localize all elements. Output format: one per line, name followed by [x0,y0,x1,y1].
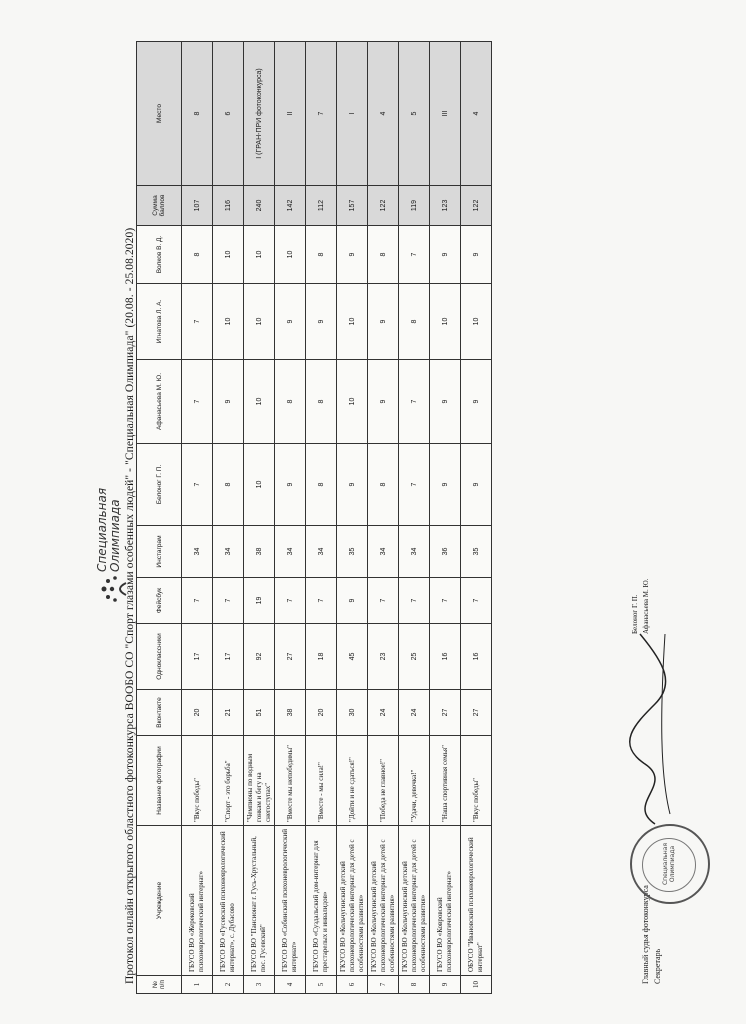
cell-vk: 27 [430,690,461,736]
cell-j2: 7 [399,360,430,444]
cell-j1: 7 [182,444,213,526]
cell-sum: 119 [399,186,430,226]
cell-ig: 38 [244,526,275,578]
cell-ig: 34 [306,526,337,578]
cell-idx: 8 [399,976,430,994]
signature-image [615,614,685,834]
cell-ig: 34 [399,526,430,578]
brand-line-1: Специальная [95,487,109,572]
official-stamp [630,824,710,904]
table-row [182,42,213,994]
cell-sum: 122 [461,186,492,226]
cell-idx: 1 [182,976,213,994]
cell-sum: 240 [244,186,275,226]
cell-j2: 9 [461,360,492,444]
cell-ok: 16 [430,624,461,690]
cell-place: 6 [213,42,244,186]
cell-place: II [275,42,306,186]
col-fb: Фейсбук [137,578,182,624]
cell-j1: 7 [399,444,430,526]
cell-sum: 123 [430,186,461,226]
cell-photo: "Чемпионы по водным гонкам и бегу на снегоступах" [244,736,275,826]
cell-place: I [337,42,368,186]
cell-place: 5 [399,42,430,186]
col-photo: Название фотографии [137,736,182,826]
cell-ok: 25 [399,624,430,690]
cell-j3: 10 [213,284,244,360]
col-place: Место [137,42,182,186]
cell-j2: 9 [368,360,399,444]
results-table [136,41,492,994]
cell-ok: 23 [368,624,399,690]
table-row [337,42,368,994]
table-row [275,42,306,994]
cell-j1: 9 [430,444,461,526]
cell-j3: 8 [399,284,430,360]
cell-sum: 116 [213,186,244,226]
cell-idx: 10 [461,976,492,994]
cell-sum: 112 [306,186,337,226]
cell-j1: 8 [368,444,399,526]
cell-org: ОБУСО "Ивановский психоневрологический интернат" [461,826,492,976]
cell-idx: 5 [306,976,337,994]
cell-j1: 9 [275,444,306,526]
col-idx: № п/п [137,976,182,994]
cell-place: 4 [461,42,492,186]
cell-place: 4 [368,42,399,186]
col-judge1: Белоног Г. П. [137,444,182,526]
cell-photo: "Вкус победы" [182,736,213,826]
cell-photo: "Вместе мы непобедимы" [275,736,306,826]
cell-photo: "Вместе - мы сила!" [306,736,337,826]
cell-fb: 9 [337,578,368,624]
col-vk: Вконтакте [137,690,182,736]
cell-ig: 34 [368,526,399,578]
cell-vk: 38 [275,690,306,736]
cell-org: ГБУСО ВО «Гусевский психоневрологический интернат», с. Дубасово [213,826,244,976]
cell-photo: "Вкус победы" [461,736,492,826]
cell-fb: 19 [244,578,275,624]
cell-idx: 7 [368,976,399,994]
cell-j1: 8 [213,444,244,526]
cell-vk: 20 [182,690,213,736]
cell-j4: 9 [430,226,461,284]
cell-photo: "Дойти и не сдаться!" [337,736,368,826]
cell-j4: 10 [213,226,244,284]
cell-fb: 7 [306,578,337,624]
cell-sum: 107 [182,186,213,226]
cell-j2: 10 [244,360,275,444]
cell-org: ГКУСО ВО «Кольчугинский детский психоневрологический интернат для детей с особенностями развития» [337,826,368,976]
cell-j3: 10 [461,284,492,360]
cell-sum: 122 [368,186,399,226]
cell-photo: "Наша спортивная семья" [430,736,461,826]
document-title: Протокол онлайн открытого областного фотоконкурса ВООБО СО "Спорт глазами особенных людей" - "Специальная Олимпиада" (20.08. - 25.08.2020) [124,227,136,984]
cell-j4: 10 [244,226,275,284]
table-row [213,42,244,994]
cell-org: ГБУСО ВО "Пансионат г. Гусь-Хрустальный, пос. Гусевский" [244,826,275,976]
cell-vk: 51 [244,690,275,736]
brand-line-2: Олимпиада [108,499,122,572]
table-row [461,42,492,994]
col-org: Учреждение [137,826,182,976]
cell-place: I (ГРАН-ПРИ фотоконкурса) [244,42,275,186]
cell-j2: 9 [430,360,461,444]
cell-vk: 30 [337,690,368,736]
cell-org: ГБУСО ВО «Суздальский дом-интернат для престарелых и инвалидов» [306,826,337,976]
cell-j1: 10 [244,444,275,526]
table-row [306,42,337,994]
cell-j3: 10 [244,284,275,360]
cell-ok: 18 [306,624,337,690]
cell-j4: 8 [368,226,399,284]
cell-org: ГКУСО ВО «Кольчугинский детский психоневрологический интернат для детей с особенностями развития» [368,826,399,976]
cell-j2: 10 [337,360,368,444]
cell-fb: 7 [275,578,306,624]
table-header-row [137,42,182,994]
cell-j2: 8 [275,360,306,444]
cell-fb: 7 [182,578,213,624]
cell-fb: 7 [430,578,461,624]
cell-j1: 9 [337,444,368,526]
cell-j3: 7 [182,284,213,360]
cell-j2: 8 [306,360,337,444]
cell-vk: 20 [306,690,337,736]
cell-j1: 8 [306,444,337,526]
col-ok: Одноклассники [137,624,182,690]
judge-name-1: Белоног Г. П. [631,594,639,634]
cell-fb: 7 [399,578,430,624]
cell-j4: 10 [275,226,306,284]
cell-j4: 8 [182,226,213,284]
cell-ok: 16 [461,624,492,690]
cell-photo: "Удачи, девочка!" [399,736,430,826]
cell-ok: 27 [275,624,306,690]
col-judge4: Волков В. Д. [137,226,182,284]
cell-ig: 35 [461,526,492,578]
cell-place: III [430,42,461,186]
cell-idx: 4 [275,976,306,994]
cell-vk: 21 [213,690,244,736]
cell-org: ГКУСО ВО «Кольчугинский детский психоневрологический интернат для детей с особенностями развития» [399,826,430,976]
stamp-text: Специальная Олимпиада [662,842,676,886]
cell-vk: 24 [399,690,430,736]
cell-sum: 142 [275,186,306,226]
cell-j3: 9 [306,284,337,360]
cell-j3: 9 [368,284,399,360]
cell-j1: 9 [461,444,492,526]
cell-ok: 17 [182,624,213,690]
cell-ig: 36 [430,526,461,578]
cell-idx: 9 [430,976,461,994]
footer-names [630,579,652,634]
cell-j3: 10 [430,284,461,360]
cell-place: 7 [306,42,337,186]
judge-name-2: Афанасьева М. Ю. [642,578,650,634]
cell-ig: 34 [213,526,244,578]
cell-idx: 6 [337,976,368,994]
table-row [244,42,275,994]
cell-ok: 17 [213,624,244,690]
cell-org: ГБУСО ВО «Собинский психоневрологический интернат» [275,826,306,976]
col-judge2: Афанасьева М. Ю. [137,360,182,444]
cell-vk: 24 [368,690,399,736]
cell-sum: 157 [337,186,368,226]
cell-org: ГБУСО ВО «Жерековский психоневрологический интернат» [182,826,213,976]
cell-photo: "Победа не главное!" [368,736,399,826]
table-row [399,42,430,994]
table-row [368,42,399,994]
cell-ok: 92 [244,624,275,690]
col-judge3: Игнатова Л. А. [137,284,182,360]
cell-ig: 34 [275,526,306,578]
table-row [430,42,461,994]
col-sum: Сумма баллов [137,186,182,226]
cell-j2: 9 [213,360,244,444]
cell-j4: 9 [461,226,492,284]
cell-idx: 3 [244,976,275,994]
cell-vk: 27 [461,690,492,736]
cell-place: 8 [182,42,213,186]
chief-judge-label: Главный судья фотоконкурса [641,885,650,984]
cell-ig: 35 [337,526,368,578]
cell-j2: 7 [182,360,213,444]
cell-idx: 2 [213,976,244,994]
cell-j4: 8 [306,226,337,284]
cell-ig: 34 [182,526,213,578]
cell-j3: 9 [275,284,306,360]
cell-photo: "Спорт - это борьба" [213,736,244,826]
cell-fb: 7 [213,578,244,624]
cell-j3: 10 [337,284,368,360]
cell-ok: 45 [337,624,368,690]
cell-j4: 7 [399,226,430,284]
cell-j4: 9 [337,226,368,284]
col-ig: Инстаграм [137,526,182,578]
cell-fb: 7 [368,578,399,624]
cell-org: ГБУСО ВО «Ковровский психоневрологический интернат» [430,826,461,976]
secretary-label: Секретарь [653,948,662,984]
cell-fb: 7 [461,578,492,624]
